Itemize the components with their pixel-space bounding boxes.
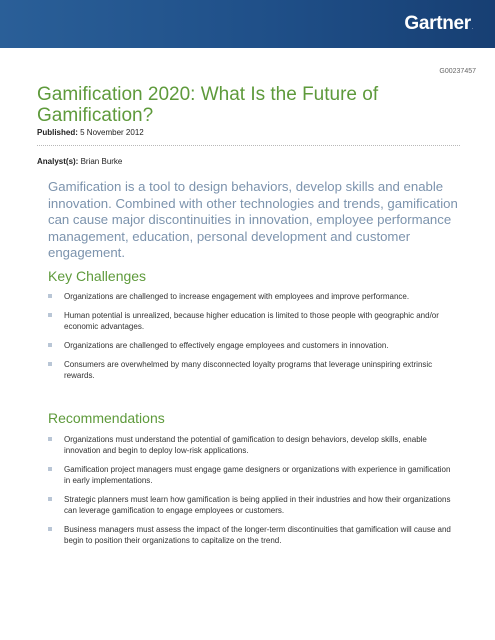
list-item-text: Organizations are challenged to effectively engage employees and customers in innovation.: [64, 341, 389, 350]
published-label: Published:: [37, 128, 78, 137]
bullet-icon: [48, 527, 52, 531]
document-id: G00237457: [439, 68, 476, 75]
bullet-icon: [48, 437, 52, 441]
list-item-text: Organizations must understand the potential of gamification to design behaviors, develop skills, enable innovation and begin to deploy low-risk applications.: [64, 435, 427, 455]
list-item: [48, 434, 458, 456]
list-item: [48, 359, 458, 381]
summary-paragraph: Gamification is a tool to design behaviors, develop skills and enable innovation. Combined with other technologies and trends, gamification can cause major discontinuities in innovation, employee performance management, education, personal development and customer engagement.: [48, 179, 458, 260]
gartner-logo: Gartner.: [404, 13, 473, 34]
header-banner: [0, 0, 495, 48]
published-date: 5 November 2012: [80, 128, 144, 137]
published-line: [37, 128, 144, 137]
list-item-text: Gamification project managers must engage game designers or organizations with experience in gamification in early implementations.: [64, 465, 451, 485]
bullet-icon: [48, 497, 52, 501]
bullet-icon: [48, 313, 52, 317]
recommendations-list: [48, 434, 458, 546]
bullet-icon: [48, 294, 52, 298]
list-item-text: Strategic planners must learn how gamification is being applied in their industries and how their organizations can leverage gamification to engage employees or customers.: [64, 495, 451, 515]
list-item: [48, 524, 458, 546]
analysts-label: Analyst(s):: [37, 157, 79, 166]
analysts-line: [37, 157, 122, 166]
list-item: [48, 310, 458, 332]
list-item: [48, 340, 458, 351]
list-item-text: Organizations are challenged to increase engagement with employees and improve performance.: [64, 292, 410, 301]
recommendations-heading: Recommendations: [48, 410, 165, 426]
bullet-icon: [48, 362, 52, 366]
list-item: [48, 291, 458, 302]
key-challenges-list: [48, 291, 458, 381]
list-item-text: Business managers must assess the impact of the longer-term discontinuities that gamification will cause and begin to position their organizations to capitalize on the trend.: [64, 525, 451, 545]
bullet-icon: [48, 343, 52, 347]
analyst-names: Brian Burke: [80, 157, 123, 166]
list-item-text: Human potential is unrealized, because higher education is limited to those people with geographic and/or economic advantages.: [64, 311, 439, 331]
list-item-text: Consumers are overwhelmed by many disconnected loyalty programs that leverage uninspiring extrinsic rewards.: [64, 360, 433, 380]
bullet-icon: [48, 467, 52, 471]
divider: [37, 145, 460, 146]
document-title: Gamification 2020: What Is the Future of Gamification?: [37, 84, 379, 126]
brand-name: Gartner: [404, 13, 471, 34]
key-challenges-heading: Key Challenges: [48, 268, 147, 284]
list-item: [48, 494, 458, 516]
list-item: [48, 464, 458, 486]
